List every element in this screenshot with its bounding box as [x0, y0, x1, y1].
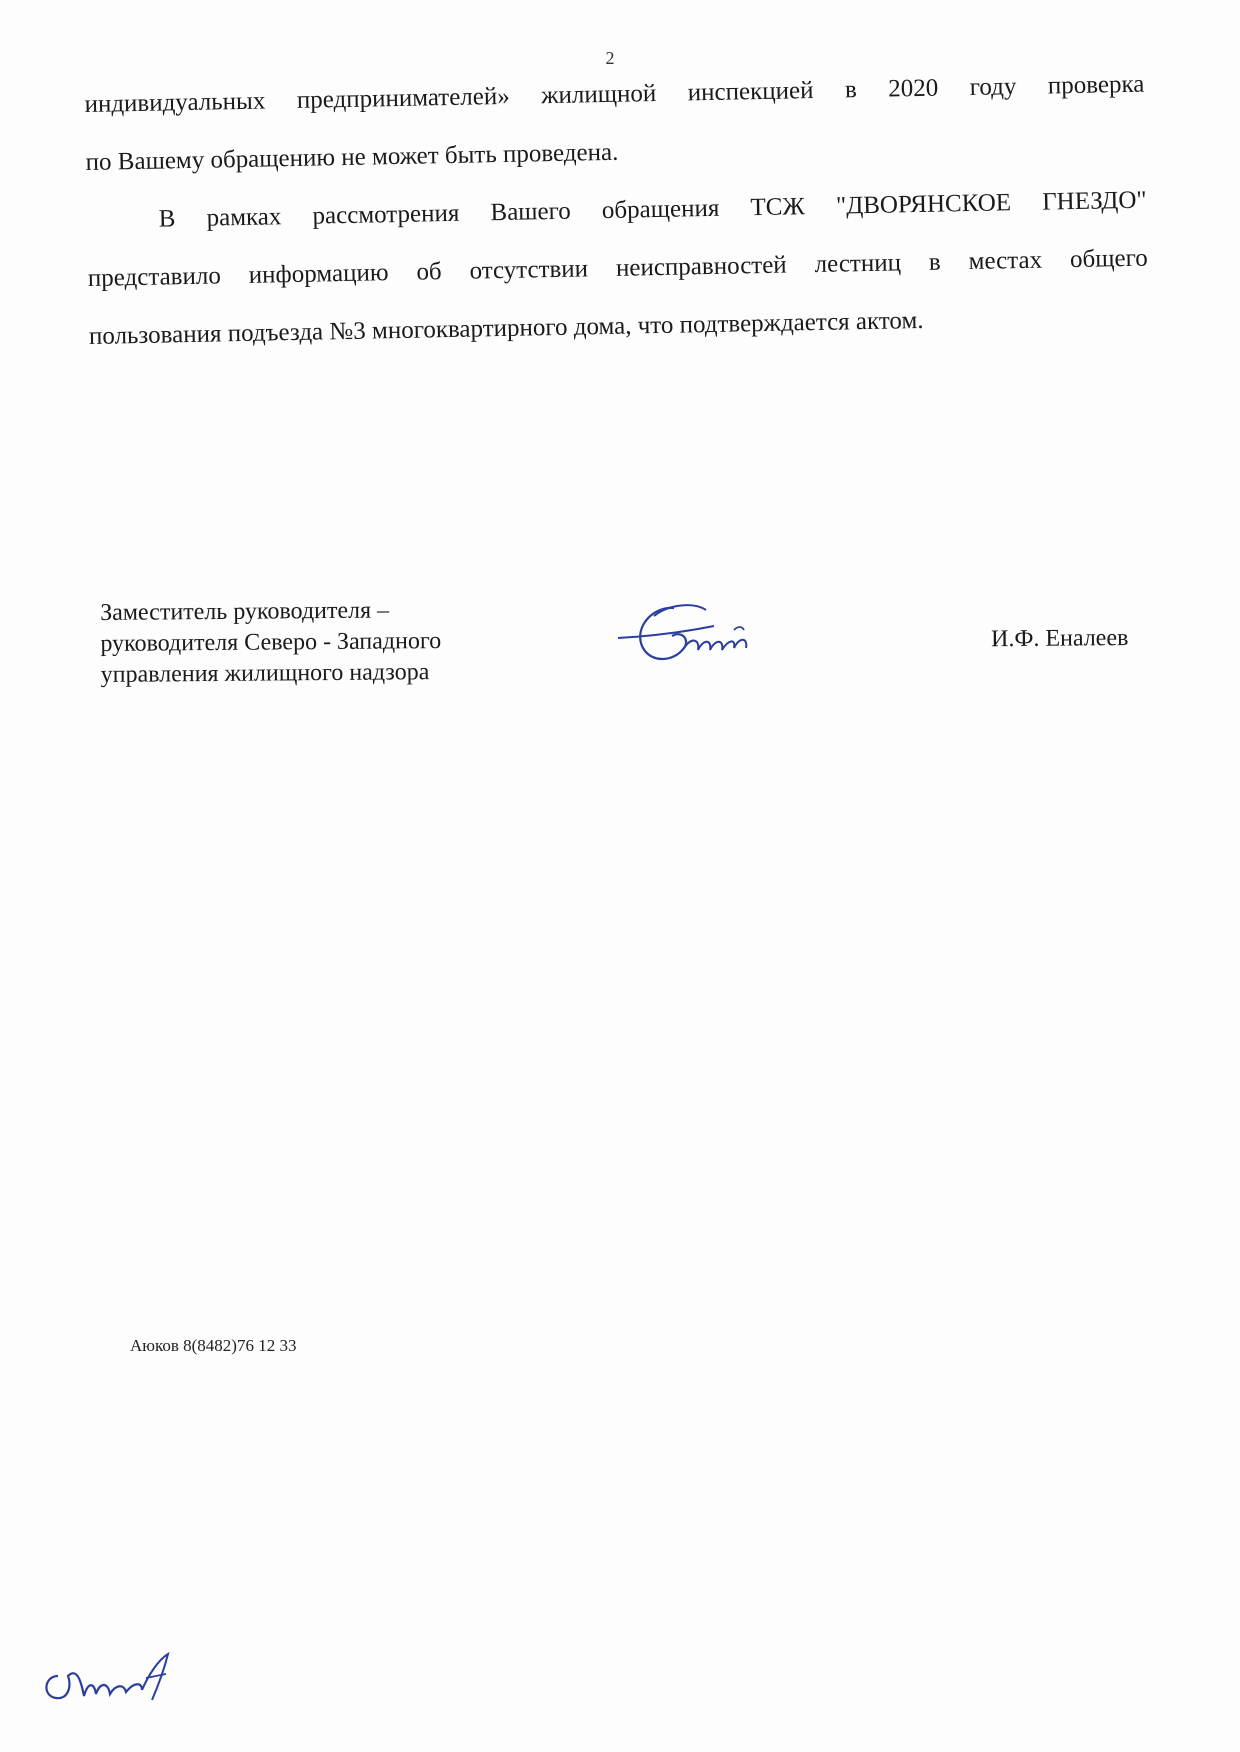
signatory-name: И.Ф. Еналеев: [990, 625, 1129, 653]
position-line: управления жилищного надзора: [100, 659, 430, 688]
handwritten-signature: [614, 596, 814, 686]
text-line: В рамках рассмотрения Вашего обращения ТСЖ "ДВОРЯНСКОЕ ГНЕЗДО": [158, 186, 1147, 233]
position-line: руководителя Северо - Западного: [100, 628, 442, 657]
executor-contact: Аюков 8(8482)76 12 33: [130, 1336, 297, 1355]
text-line: представило информацию об отсутствии неисправностей лестниц в местах общего: [87, 244, 1148, 292]
paragraph-continuation: [84, 56, 1146, 192]
text-line: пользования подъезда №3 многоквартирного дома, что подтверждается актом.: [88, 306, 924, 350]
paragraph-inspection-result: [86, 172, 1149, 366]
letter-body: [84, 56, 1149, 366]
signatory-position: [100, 594, 561, 691]
page-number: 2: [605, 48, 615, 68]
handwritten-initials: [38, 1646, 198, 1716]
text-line: по Вашему обращению не может быть проведена.: [85, 138, 619, 176]
text-line: индивидуальных предпринимателей» жилищной инспекцией в 2020 году проверка: [84, 70, 1145, 118]
position-line: Заместитель руководителя –: [100, 597, 390, 626]
